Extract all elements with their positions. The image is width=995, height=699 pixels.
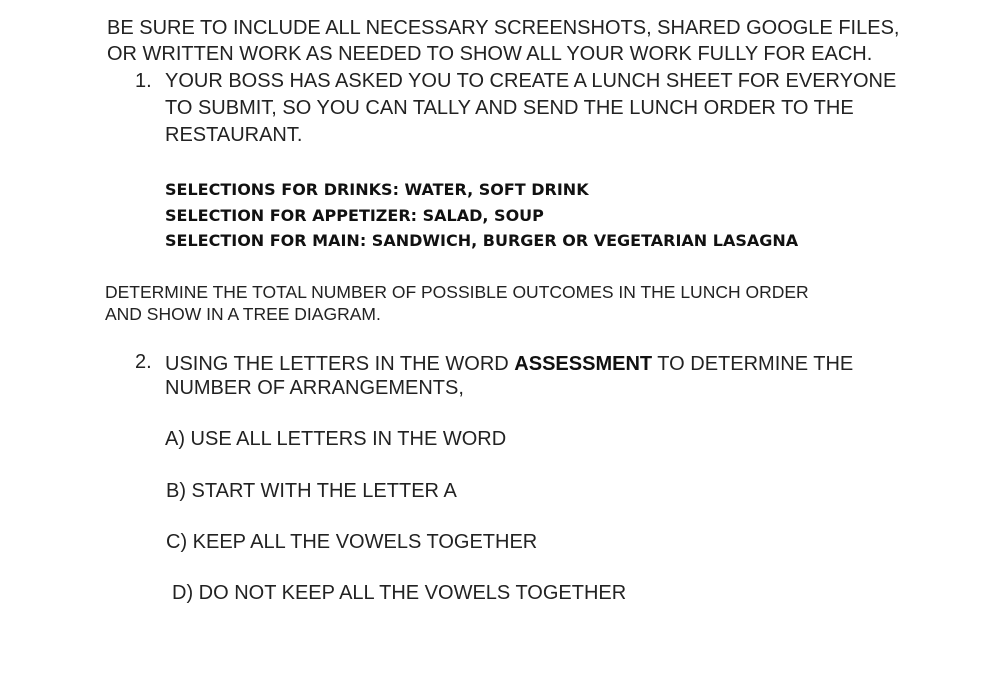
instructions-line-2: OR WRITTEN WORK AS NEEDED TO SHOW ALL YOUR WORK FULLY FOR EACH. [107, 43, 873, 65]
question-1-line-1: YOUR BOSS HAS ASKED YOU TO CREATE A LUNCH SHEET FOR EVERYONE [165, 70, 897, 92]
selection-main: SELECTION FOR MAIN: SANDWICH, BURGER OR VEGETARIAN LASAGNA [165, 231, 799, 250]
question-2-text-before: USING THE LETTERS IN THE WORD [165, 353, 515, 375]
question-2-part-a: A) USE ALL LETTERS IN THE WORD [165, 428, 507, 450]
question-2-part-b: B) START WITH THE LETTER A [166, 480, 457, 502]
question-1-line-2: TO SUBMIT, SO YOU CAN TALLY AND SEND THE LUNCH ORDER TO THE [165, 97, 854, 119]
question-2-text-after: TO DETERMINE THE [652, 353, 854, 375]
question-1-task-line-1: DETERMINE THE TOTAL NUMBER OF POSSIBLE OUTCOMES IN THE LUNCH ORDER [105, 282, 809, 302]
question-1-line-3: RESTAURANT. [165, 124, 303, 146]
question-2-number: 2. [135, 351, 152, 373]
question-2-text [165, 352, 925, 400]
question-2-part-d: D) DO NOT KEEP ALL THE VOWELS TOGETHER [172, 582, 627, 604]
instructions-line-1: BE SURE TO INCLUDE ALL NECESSARY SCREENSHOTS, SHARED GOOGLE FILES, [107, 17, 900, 39]
question-1-task-line-2: AND SHOW IN A TREE DIAGRAM. [105, 304, 381, 324]
question-2-line-1 [165, 352, 925, 376]
instructions [107, 15, 977, 67]
question-2-keyword: ASSESSMENT [514, 353, 653, 375]
question-2-part-c: C) KEEP ALL THE VOWELS TOGETHER [166, 531, 538, 553]
selection-drinks: SELECTIONS FOR DRINKS: WATER, SOFT DRINK [165, 180, 589, 199]
question-2-line-2: NUMBER OF ARRANGEMENTS, [165, 377, 464, 399]
question-1-text [165, 68, 955, 149]
question-1-task [105, 281, 885, 325]
selection-appetizer: SELECTION FOR APPETIZER: SALAD, SOUP [165, 206, 544, 225]
question-1-number: 1. [135, 70, 152, 92]
